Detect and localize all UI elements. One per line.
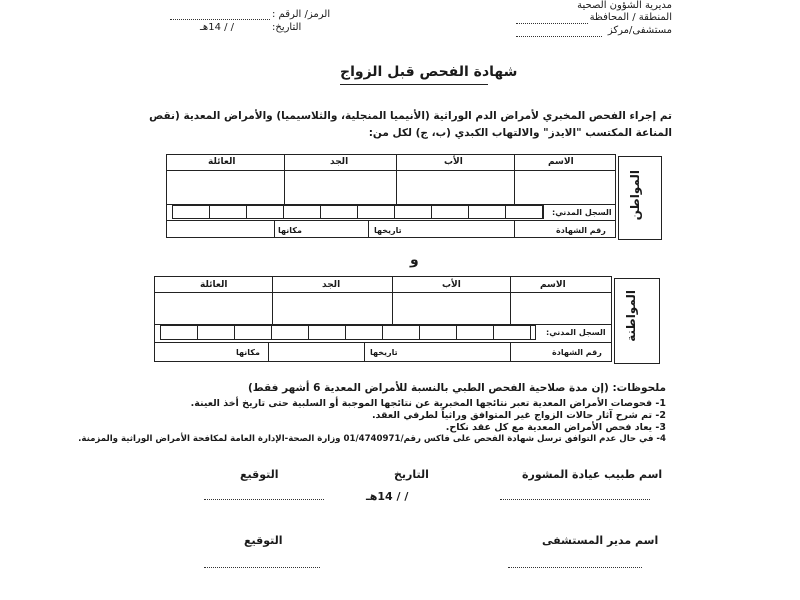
person1-cert-place-label: مكانها bbox=[278, 226, 302, 235]
col-sep bbox=[268, 342, 269, 362]
person1-cert-line bbox=[166, 220, 616, 221]
person1-side-label: المواطن bbox=[628, 170, 642, 221]
header-directorate: مديرية الشؤون الصحية bbox=[577, 0, 672, 11]
notes-heading: ملحوظات: (إن مدة صلاحية الفحص الطبي بالنسبة للأمراض المعدية 6 أشهر فقط) bbox=[247, 382, 666, 394]
col-sep bbox=[514, 154, 515, 204]
col-sep bbox=[364, 342, 365, 362]
civil-digit-boxes bbox=[172, 205, 544, 219]
note-item-1: 1- فحوصات الأمراض المعدية تعبر نتائجها المخبرية عن نتائجها الموجبة أو السلبية حتى تاريخ أخذ العينة. bbox=[190, 398, 666, 409]
col-sep bbox=[272, 276, 273, 324]
sig-sign-label-2: التوقيع bbox=[244, 534, 283, 547]
doctor-name-dots bbox=[500, 498, 650, 500]
hospital-dots bbox=[516, 35, 602, 37]
person1-col-family: العائلة bbox=[208, 157, 236, 167]
person2-cert-line bbox=[154, 342, 612, 343]
header-region: المنطقة / المحافظة bbox=[589, 12, 672, 23]
region-dots bbox=[516, 22, 588, 24]
person2-civil-boxes bbox=[160, 325, 536, 340]
sig-sign-label: التوقيع bbox=[240, 468, 279, 481]
person2-cert-date-label: تاريخها bbox=[370, 348, 398, 357]
person2-col-family: العائلة bbox=[200, 280, 228, 290]
person2-header-line bbox=[154, 292, 612, 293]
intro-text: تم إجراء الفحص المخبري لأمراض الدم الوراثية (الأنيميا المنجلية، والثلاسيميا) والأمراض المعدية (نقص المناعة المكتسب "الايدز" والالتهاب الكبدي (ب، ج) لكل من: bbox=[149, 110, 672, 139]
certificate-page bbox=[78, 0, 680, 600]
note-item-4: 4- في حال عدم التوافق ترسل شهادة الفحص على فاكس رقم/01/4740971 وزارة الصحة-الإدارة العامة لمكافحة الأمراض الوراثية والمزمنة. bbox=[78, 434, 666, 444]
person1-cert-label: رقم الشهادة bbox=[556, 226, 606, 235]
person1-civil-label: السجل المدني: bbox=[552, 208, 612, 217]
col-sep bbox=[514, 220, 515, 238]
ref-label: الرمز/ الرقم : bbox=[272, 9, 331, 20]
col-sep bbox=[396, 154, 397, 204]
title-underline bbox=[340, 84, 488, 85]
person1-cert-date-label: تاريخها bbox=[374, 226, 402, 235]
person2-side-label: المواطنة bbox=[624, 290, 638, 342]
person1-civil-boxes bbox=[172, 205, 544, 219]
col-sep bbox=[510, 276, 511, 324]
date-label: التاريخ: bbox=[272, 22, 302, 33]
doctor-name-label: اسم طبيب عيادة المشورة bbox=[522, 468, 663, 481]
person2-cert-place-label: مكانها bbox=[236, 348, 260, 357]
director-name-dots bbox=[508, 566, 642, 568]
header-date-value: / / 14هـ bbox=[200, 22, 235, 33]
person2-col-grandfather: الجد bbox=[322, 280, 341, 290]
col-sep bbox=[392, 276, 393, 324]
sign-dots-2 bbox=[204, 566, 320, 568]
col-sep bbox=[368, 220, 369, 238]
person1-col-grandfather: الجد bbox=[330, 157, 349, 167]
ref-dots bbox=[170, 18, 270, 20]
person2-col-father: الأب bbox=[442, 280, 461, 290]
sign-dots bbox=[204, 498, 324, 500]
header-hospital: مستشفى/مركز bbox=[607, 25, 672, 36]
person1-header-line bbox=[166, 170, 616, 171]
and-word: و bbox=[410, 252, 419, 268]
col-sep bbox=[274, 220, 275, 238]
person1-col-father: الأب bbox=[444, 157, 463, 167]
person2-cert-label: رقم الشهادة bbox=[552, 348, 602, 357]
col-sep bbox=[510, 342, 511, 362]
person2-col-name: الاسم bbox=[540, 280, 566, 290]
note-item-3: 3- يعاد فحص الأمراض المعدية مع كل عقد نكاح. bbox=[445, 422, 666, 433]
sig-date-value: / / 14هـ bbox=[366, 490, 409, 503]
note-item-2: 2- تم شرح آثار حالات الزواج غير المتوافق وراثياً لطرفي العقد. bbox=[371, 410, 666, 421]
page-title: شهادة الفحص قبل الزواج bbox=[340, 64, 518, 80]
person2-civil-label: السجل المدني: bbox=[546, 328, 606, 337]
col-sep bbox=[284, 154, 285, 204]
person1-col-name: الاسم bbox=[548, 157, 574, 167]
director-name-label: اسم مدير المستشفى bbox=[542, 534, 659, 547]
sig-date-label: التاريخ bbox=[394, 468, 429, 481]
